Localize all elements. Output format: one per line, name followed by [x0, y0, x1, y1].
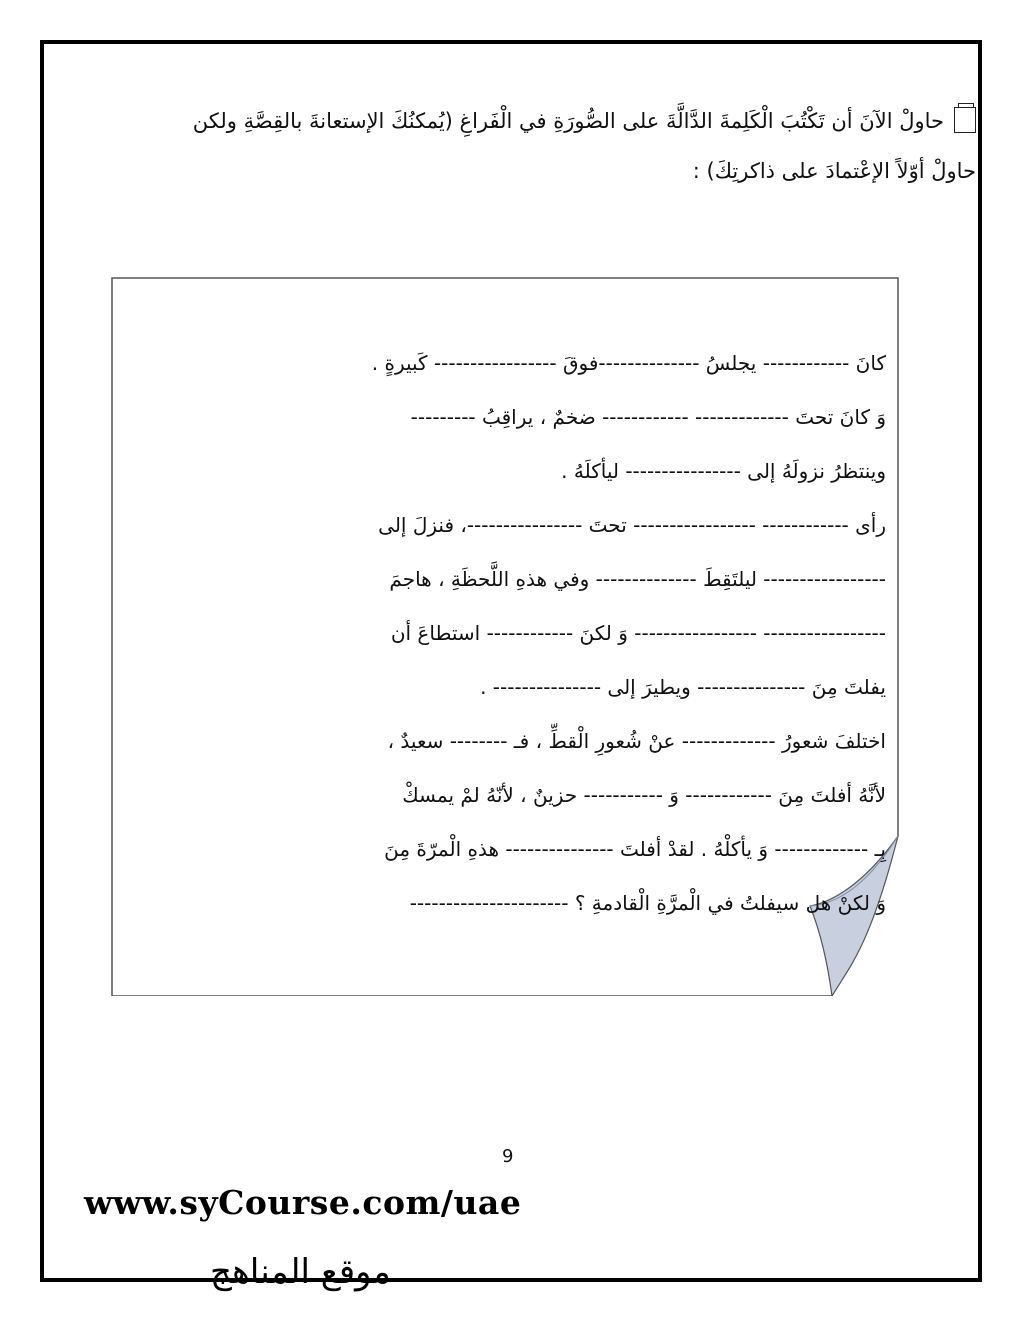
instruction-text — [36, 96, 976, 196]
instruction-line-1-text: حاولْ الآنَ أن تَكْتُبَ الْكَلِمةَ الدَّالَّةَ على الصُّورَةِ في الْفَراغِ (يُمكنُكَ الإستعانةَ بالقِصَّةِ ولكن — [192, 109, 944, 133]
story-line: يفلتَ مِنَ --------------- ويطيرَ إلى --------------- . — [480, 675, 886, 699]
story-paper — [110, 276, 900, 996]
instruction-line-1 — [36, 96, 976, 146]
watermark-arabic: موقع المناهج — [210, 1252, 391, 1292]
story-line: وَ كانَ تحتَ ------------- ------------ ضخمٌ ، يراقِبُ --------- — [410, 405, 886, 429]
story-line: رأى ------------ ----------------- تحتَ ----------------، فنزلَ إلى — [378, 513, 886, 537]
story-line: كانَ ------------ يجلسُ --------------فوقَ ----------------- كَبيرةٍ . — [371, 351, 886, 375]
page-number: 9 — [502, 1146, 514, 1167]
watermark-url: www.syCourse.com/uae — [84, 1183, 522, 1222]
story-line: لأنَّهُ أفلتَ مِنَ ------------ وَ ----------- حزينٌ ، لأنّهُ لمْ يمسكْ — [402, 783, 886, 807]
story-line: وينتظرُ نزولَهُ إلى ---------------- ليأكلَهُ . — [561, 459, 886, 483]
story-line: وَ لكنْ هل سيفلتُ في الْمرَّةِ الْقادمةِ ؟ ---------------------- — [409, 891, 886, 915]
story-text — [126, 336, 886, 930]
scroll-checkbox-icon — [954, 107, 976, 133]
story-line: اختلفَ شعورُ ------------- عنْ شُعورِ الْقطِّ ، فـ -------- سعيدٌ ، — [387, 729, 886, 753]
story-line: ----------------- ليلتَقِطَ -------------- وفي هذهِ اللَّحظَةِ ، هاجمَ — [389, 567, 886, 591]
story-line: ----------------- ----------------- وَ لكنَ ------------ استطاعَ أن — [390, 621, 886, 645]
story-line: بِـ ------------- وَ يأكلْهُ . لقدْ أفلتَ --------------- هذهِ الْمرّةَ مِنَ — [384, 837, 886, 861]
instruction-line-2: حاولْ أوّلاً الإعْتمادَ على ذاكرتِكَ) : — [692, 159, 976, 183]
